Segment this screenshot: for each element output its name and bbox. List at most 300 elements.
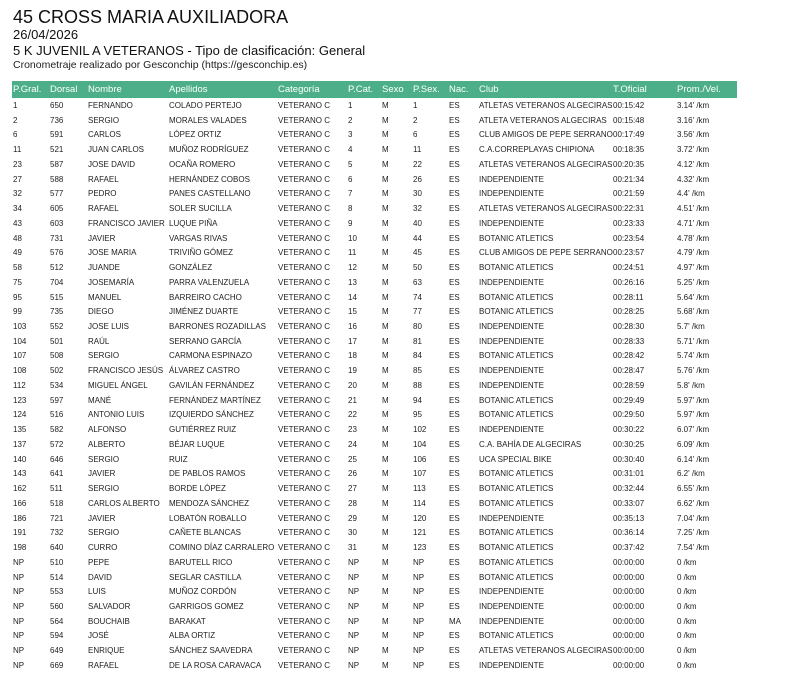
cell-club: INDEPENDIENTE [479, 366, 544, 376]
cell-p-cat: 6 [348, 174, 353, 184]
race-classification: 5 K JUVENIL A VETERANOS - Tipo de clasificación: General [13, 43, 366, 58]
cell-p-cat: 8 [348, 204, 353, 214]
cell-p-cat: NP [348, 646, 360, 656]
cell-p-sex: 11 [413, 145, 422, 155]
cell-apellidos: SEGLAR CASTILLA [169, 572, 242, 582]
cell-p-cat: NP [348, 616, 360, 626]
table-row [12, 555, 737, 570]
table-row [12, 260, 737, 275]
cell-sexo: M [382, 174, 389, 184]
cell-sexo: M [382, 351, 389, 361]
cell-nac: ES [449, 145, 460, 155]
cell-categoria: VETERANO C [278, 292, 331, 302]
cell-p-gral: 135 [13, 425, 27, 435]
cell-dorsal: 518 [50, 498, 64, 508]
cell-dorsal: 597 [50, 395, 64, 405]
table-row [12, 186, 737, 201]
cell-sexo: M [382, 484, 389, 494]
cell-p-cat: 15 [348, 307, 357, 317]
cell-nombre: JOSE MARIA [88, 248, 137, 258]
cell-dorsal: 646 [50, 454, 64, 464]
cell-apellidos: PANES CASTELLANO [169, 189, 251, 199]
cell-nombre: CARLOS ALBERTO [88, 498, 160, 508]
cell-p-gral: NP [13, 616, 25, 626]
table-row [12, 599, 737, 614]
cell-p-sex: 40 [413, 218, 422, 228]
cell-nac: ES [449, 601, 460, 611]
cell-p-cat: 20 [348, 380, 357, 390]
cell-club: CLUB AMIGOS DE PEPE SERRANO [479, 130, 613, 140]
cell-dorsal: 587 [50, 159, 64, 169]
cell-nombre: JUANDE [88, 263, 121, 273]
cell-sexo: M [382, 336, 389, 346]
cell-p-gral: 137 [13, 439, 27, 449]
cell-p-cat: NP [348, 631, 360, 641]
cell-nombre: ENRIQUE [88, 646, 125, 656]
cell-t-oficial: 00:00:00 [613, 587, 645, 597]
cell-nac: ES [449, 189, 460, 199]
cell-nombre: MIGUEL ÁNGEL [88, 380, 148, 390]
cell-apellidos: FERNÁNDEZ MARTÍNEZ [169, 395, 261, 405]
cell-p-cat: 12 [348, 263, 357, 273]
cell-club: INDEPENDIENTE [479, 322, 544, 332]
cell-nombre: SERGIO [88, 115, 120, 125]
cell-p-gral: 162 [13, 484, 27, 494]
cell-p-gral: 140 [13, 454, 27, 464]
cell-apellidos: BARUTELL RICO [169, 557, 233, 567]
cell-nac: ES [449, 587, 460, 597]
table-row [12, 201, 737, 216]
cell-p-gral: 1 [13, 101, 18, 110]
cell-nombre: ANTONIO LUIS [88, 410, 145, 420]
cell-p-cat: 25 [348, 454, 357, 464]
cell-nombre: DAVID [88, 572, 112, 582]
cell-p-gral: NP [13, 646, 25, 656]
cell-apellidos: JIMÉNEZ DUARTE [169, 307, 239, 317]
cell-club: ATLETA VETERANOS ALGECIRAS [479, 115, 607, 125]
cell-club: BOTANIC ATLETICS [479, 631, 554, 641]
cell-p-gral: 103 [13, 322, 27, 332]
cell-p-sex: 84 [413, 351, 422, 361]
cell-dorsal: 594 [50, 631, 64, 641]
table-row [12, 290, 737, 305]
cell-nombre: JOSEMARÍA [88, 277, 135, 287]
cell-sexo: M [382, 130, 389, 140]
results-table [12, 81, 737, 673]
cell-nombre: JOSE LUIS [88, 322, 129, 332]
cell-dorsal: 591 [50, 130, 64, 140]
cell-p-sex: 94 [413, 395, 422, 405]
cell-p-gral: NP [13, 601, 25, 611]
cell-t-oficial: 00:28:47 [613, 366, 645, 376]
cell-nac: ES [449, 174, 460, 184]
cell-dorsal: 552 [50, 322, 64, 332]
table-row [12, 584, 737, 599]
cell-club: INDEPENDIENTE [479, 513, 544, 523]
cell-p-gral: 95 [13, 292, 22, 302]
cell-sexo: M [382, 646, 389, 656]
cell-club: INDEPENDIENTE [479, 425, 544, 435]
cell-sexo: M [382, 189, 389, 199]
cell-p-sex: 121 [413, 528, 427, 538]
cell-p-sex: NP [413, 616, 425, 626]
cell-categoria: VETERANO C [278, 660, 331, 670]
cell-p-gral: 43 [13, 218, 22, 228]
cell-prom-vel: 5.25' /km [677, 277, 710, 287]
table-body [12, 98, 737, 673]
cell-sexo: M [382, 587, 389, 597]
cell-nac: ES [449, 307, 460, 317]
cell-nombre: ALFONSO [88, 425, 127, 435]
cell-categoria: VETERANO C [278, 557, 331, 567]
cell-dorsal: 735 [50, 307, 64, 317]
cell-nombre: JAVIER [88, 513, 116, 523]
cell-apellidos: ALBA ORTIZ [169, 631, 216, 641]
table-row [12, 407, 737, 422]
cell-apellidos: MORALES VALADES [169, 115, 247, 125]
cell-p-gral: 11 [13, 145, 22, 155]
cell-prom-vel: 4.79' /km [677, 248, 710, 258]
cell-p-sex: 107 [413, 469, 427, 479]
cell-t-oficial: 00:23:57 [613, 248, 645, 258]
cell-p-gral: NP [13, 557, 25, 567]
cell-prom-vel: 0 /km [677, 631, 697, 641]
cell-p-sex: NP [413, 601, 425, 611]
table-row [12, 614, 737, 629]
cell-t-oficial: 00:30:40 [613, 454, 645, 464]
cell-dorsal: 650 [50, 101, 64, 110]
header-col-p-gral: P.Gral. [13, 84, 42, 95]
cell-club: INDEPENDIENTE [479, 277, 544, 287]
cell-p-sex: 123 [413, 543, 427, 553]
cell-apellidos: IZQUIERDO SÁNCHEZ [169, 410, 254, 420]
cell-nac: ES [449, 498, 460, 508]
cell-p-cat: 22 [348, 410, 357, 420]
cell-sexo: M [382, 395, 389, 405]
cell-apellidos: GONZÁLEZ [169, 263, 213, 273]
cell-categoria: VETERANO C [278, 145, 331, 155]
cell-nac: ES [449, 439, 460, 449]
cell-categoria: VETERANO C [278, 115, 331, 125]
cell-nac: ES [449, 631, 460, 641]
cell-p-cat: NP [348, 572, 360, 582]
cell-t-oficial: 00:00:00 [613, 646, 645, 656]
cell-p-sex: NP [413, 646, 425, 656]
cell-prom-vel: 0 /km [677, 572, 697, 582]
cell-p-cat: 18 [348, 351, 357, 361]
cell-p-gral: 34 [13, 204, 22, 214]
cell-t-oficial: 00:30:25 [613, 439, 645, 449]
cell-apellidos: LOBATÓN ROBALLO [169, 513, 247, 523]
cell-prom-vel: 5.76' /km [677, 366, 710, 376]
cell-p-gral: NP [13, 587, 25, 597]
cell-p-sex: 74 [413, 292, 422, 302]
cell-t-oficial: 00:00:00 [613, 616, 645, 626]
cell-t-oficial: 00:28:33 [613, 336, 645, 346]
cell-nombre: PEPE [88, 557, 110, 567]
cell-prom-vel: 4.51' /km [677, 204, 710, 214]
cell-nombre: SERGIO [88, 484, 120, 494]
cell-apellidos: DE LA ROSA CARAVACA [169, 660, 262, 670]
cell-sexo: M [382, 616, 389, 626]
cell-p-cat: NP [348, 601, 360, 611]
cell-t-oficial: 00:21:59 [613, 189, 645, 199]
table-row [12, 393, 737, 408]
cell-club: C.A. BAHÍA DE ALGECIRAS [479, 439, 582, 449]
cell-nac: ES [449, 543, 460, 553]
cell-p-sex: 80 [413, 322, 422, 332]
cell-sexo: M [382, 145, 389, 155]
cell-sexo: M [382, 439, 389, 449]
cell-p-cat: 11 [348, 248, 357, 258]
cell-p-sex: NP [413, 557, 425, 567]
cell-nac: ES [449, 101, 460, 110]
cell-p-cat: 28 [348, 498, 357, 508]
cell-club: INDEPENDIENTE [479, 189, 544, 199]
cell-prom-vel: 6.62' /km [677, 498, 710, 508]
cell-prom-vel: 7.25' /km [677, 528, 710, 538]
cell-sexo: M [382, 307, 389, 317]
cell-club: BOTANIC ATLETICS [479, 292, 554, 302]
cell-nac: ES [449, 322, 460, 332]
table-row [12, 142, 737, 157]
cell-p-cat: 16 [348, 322, 357, 332]
cell-categoria: VETERANO C [278, 351, 331, 361]
cell-nac: ES [449, 380, 460, 390]
cell-categoria: VETERANO C [278, 410, 331, 420]
cell-t-oficial: 00:29:49 [613, 395, 645, 405]
cell-dorsal: 501 [50, 336, 64, 346]
cell-categoria: VETERANO C [278, 218, 331, 228]
cell-t-oficial: 00:22:31 [613, 204, 645, 214]
cell-dorsal: 564 [50, 616, 64, 626]
cell-p-sex: NP [413, 587, 425, 597]
cell-nac: ES [449, 557, 460, 567]
table-row [12, 98, 737, 113]
cell-prom-vel: 0 /km [677, 646, 697, 656]
cell-sexo: M [382, 410, 389, 420]
table-row [12, 216, 737, 231]
cell-sexo: M [382, 557, 389, 567]
cell-apellidos: HERNÁNDEZ COBOS [169, 174, 250, 184]
cell-categoria: VETERANO C [278, 425, 331, 435]
cell-categoria: VETERANO C [278, 616, 331, 626]
cell-club: ATLETAS VETERANOS ALGECIRAS [479, 646, 613, 656]
cell-club: BOTANIC ATLETICS [479, 572, 554, 582]
cell-nombre: SALVADOR [88, 601, 131, 611]
cell-apellidos: VARGAS RIVAS [169, 233, 228, 243]
cell-club: BOTANIC ATLETICS [479, 233, 554, 243]
cell-club: BOTANIC ATLETICS [479, 307, 554, 317]
cell-nombre: RAFAEL [88, 174, 119, 184]
cell-prom-vel: 5.97' /km [677, 395, 710, 405]
cell-apellidos: OCAÑA ROMERO [169, 159, 236, 169]
cell-categoria: VETERANO C [278, 204, 331, 214]
cell-t-oficial: 00:17:49 [613, 130, 645, 140]
cell-p-gral: 191 [13, 528, 27, 538]
table-row [12, 643, 737, 658]
cell-apellidos: SERRANO GARCÍA [169, 336, 242, 346]
header-col-p-cat: P.Cat. [348, 84, 374, 95]
cell-apellidos: PARRA VALENZUELA [169, 277, 250, 287]
cell-t-oficial: 00:00:00 [613, 557, 645, 567]
cell-nac: ES [449, 646, 460, 656]
cell-categoria: VETERANO C [278, 572, 331, 582]
cell-prom-vel: 5.68' /km [677, 307, 710, 317]
header-col-apellidos: Apellidos [169, 84, 208, 95]
cell-prom-vel: 3.16' /km [677, 115, 710, 125]
cell-p-cat: 30 [348, 528, 357, 538]
cell-nac: ES [449, 336, 460, 346]
cell-t-oficial: 00:32:44 [613, 484, 645, 494]
cell-nombre: SERGIO [88, 351, 120, 361]
cell-t-oficial: 00:30:22 [613, 425, 645, 435]
cell-nombre: LUIS [88, 587, 106, 597]
cell-categoria: VETERANO C [278, 587, 331, 597]
cell-prom-vel: 5.64' /km [677, 292, 710, 302]
cell-t-oficial: 00:36:14 [613, 528, 645, 538]
cell-p-gral: 198 [13, 543, 27, 553]
cell-dorsal: 553 [50, 587, 64, 597]
cell-club: INDEPENDIENTE [479, 218, 544, 228]
cell-prom-vel: 4.4' /km [677, 189, 705, 199]
cell-t-oficial: 00:00:00 [613, 631, 645, 641]
cell-p-cat: 31 [348, 543, 357, 553]
table-row [12, 245, 737, 260]
header-col-t-oficial: T.Oficial [613, 84, 647, 95]
cell-prom-vel: 4.78' /km [677, 233, 710, 243]
cell-nombre: JUAN CARLOS [88, 145, 145, 155]
cell-p-sex: 113 [413, 484, 426, 494]
cell-apellidos: ÁLVAREZ CASTRO [169, 366, 240, 376]
cell-dorsal: 508 [50, 351, 64, 361]
cell-club: INDEPENDIENTE [479, 616, 544, 626]
cell-apellidos: SOLER SUCILLA [169, 204, 232, 214]
cell-p-sex: 114 [413, 498, 426, 508]
cell-prom-vel: 6.09' /km [677, 439, 710, 449]
cell-apellidos: LÓPEZ ORTIZ [169, 130, 222, 140]
cell-nombre: SERGIO [88, 528, 120, 538]
cell-dorsal: 534 [50, 380, 64, 390]
cell-p-cat: 7 [348, 189, 353, 199]
cell-club: BOTANIC ATLETICS [479, 484, 554, 494]
cell-p-gral: 27 [13, 174, 22, 184]
cell-p-gral: 99 [13, 307, 22, 317]
cell-apellidos: GAVILÁN FERNÁNDEZ [169, 380, 255, 390]
cell-p-cat: 26 [348, 469, 357, 479]
cell-nac: ES [449, 292, 460, 302]
cell-p-gral: 32 [13, 189, 22, 199]
table-row [12, 422, 737, 437]
cell-nac: ES [449, 660, 460, 670]
cell-sexo: M [382, 425, 389, 435]
cell-t-oficial: 00:15:42 [613, 101, 645, 110]
cell-dorsal: 736 [50, 115, 64, 125]
cell-prom-vel: 0 /km [677, 601, 697, 611]
cell-apellidos: DE PABLOS RAMOS [169, 469, 246, 479]
cell-apellidos: BARRONES ROZADILLAS [169, 322, 266, 332]
cell-sexo: M [382, 543, 389, 553]
cell-p-gral: 48 [13, 233, 22, 243]
event-title: 45 CROSS MARIA AUXILIADORA [13, 7, 289, 27]
cell-club: BOTANIC ATLETICS [479, 263, 554, 273]
cell-prom-vel: 0 /km [677, 660, 697, 670]
cell-categoria: VETERANO C [278, 263, 331, 273]
cell-nombre: CURRO [88, 543, 118, 553]
cell-dorsal: 582 [50, 425, 64, 435]
table-row [12, 570, 737, 585]
cell-nac: ES [449, 410, 460, 420]
cell-dorsal: 511 [50, 484, 63, 494]
cell-p-cat: 23 [348, 425, 357, 435]
cell-nombre: FERNANDO [88, 101, 133, 110]
header-col-dorsal: Dorsal [50, 84, 78, 95]
cell-categoria: VETERANO C [278, 174, 331, 184]
cell-p-cat: 9 [348, 218, 353, 228]
cell-dorsal: 515 [50, 292, 64, 302]
cell-sexo: M [382, 277, 389, 287]
cell-nac: ES [449, 484, 460, 494]
cell-p-gral: 2 [13, 115, 18, 125]
cell-p-sex: 44 [413, 233, 422, 243]
cell-dorsal: 640 [50, 543, 64, 553]
table-row [12, 231, 737, 246]
cell-categoria: VETERANO C [278, 277, 331, 287]
header-col-prom-vel: Prom./Vel. [677, 84, 721, 95]
cell-t-oficial: 00:21:34 [613, 174, 645, 184]
cell-dorsal: 732 [50, 528, 64, 538]
cell-nombre: JAVIER [88, 233, 116, 243]
cell-dorsal: 731 [50, 233, 64, 243]
cell-categoria: VETERANO C [278, 380, 331, 390]
cell-apellidos: MUÑOZ CORDÓN [169, 587, 237, 597]
cell-nac: ES [449, 513, 460, 523]
table-row [12, 127, 737, 142]
cell-nombre: MANUEL [88, 292, 122, 302]
cell-p-cat: 24 [348, 439, 357, 449]
cell-club: INDEPENDIENTE [479, 174, 544, 184]
cell-prom-vel: 5.71' /km [677, 336, 710, 346]
cell-p-sex: NP [413, 631, 425, 641]
cell-club: INDEPENDIENTE [479, 601, 544, 611]
cell-apellidos: BARAKAT [169, 616, 206, 626]
table-row [12, 658, 737, 673]
cell-p-cat: 10 [348, 233, 357, 243]
cell-p-gral: 108 [13, 366, 27, 376]
table-row [12, 378, 737, 393]
cell-p-cat: 21 [348, 395, 357, 405]
cell-nac: ES [449, 425, 460, 435]
table-header [12, 81, 737, 98]
cell-nac: ES [449, 366, 460, 376]
cell-p-gral: 49 [13, 248, 22, 258]
table-row [12, 496, 737, 511]
cell-p-cat: 13 [348, 277, 357, 287]
cell-nac: ES [449, 277, 460, 287]
cell-nac: ES [449, 469, 460, 479]
cell-prom-vel: 4.32' /km [677, 174, 710, 184]
cell-categoria: VETERANO C [278, 469, 331, 479]
cell-p-sex: 120 [413, 513, 427, 523]
timing-credit: Cronometraje realizado por Gesconchip (https://gesconchip.es) [13, 59, 308, 71]
cell-t-oficial: 00:28:59 [613, 380, 645, 390]
table-row [12, 363, 737, 378]
cell-p-gral: NP [13, 631, 25, 641]
cell-t-oficial: 00:00:00 [613, 572, 645, 582]
cell-apellidos: SÁNCHEZ SAAVEDRA [169, 646, 253, 656]
cell-dorsal: 721 [50, 513, 64, 523]
table-row [12, 437, 737, 452]
